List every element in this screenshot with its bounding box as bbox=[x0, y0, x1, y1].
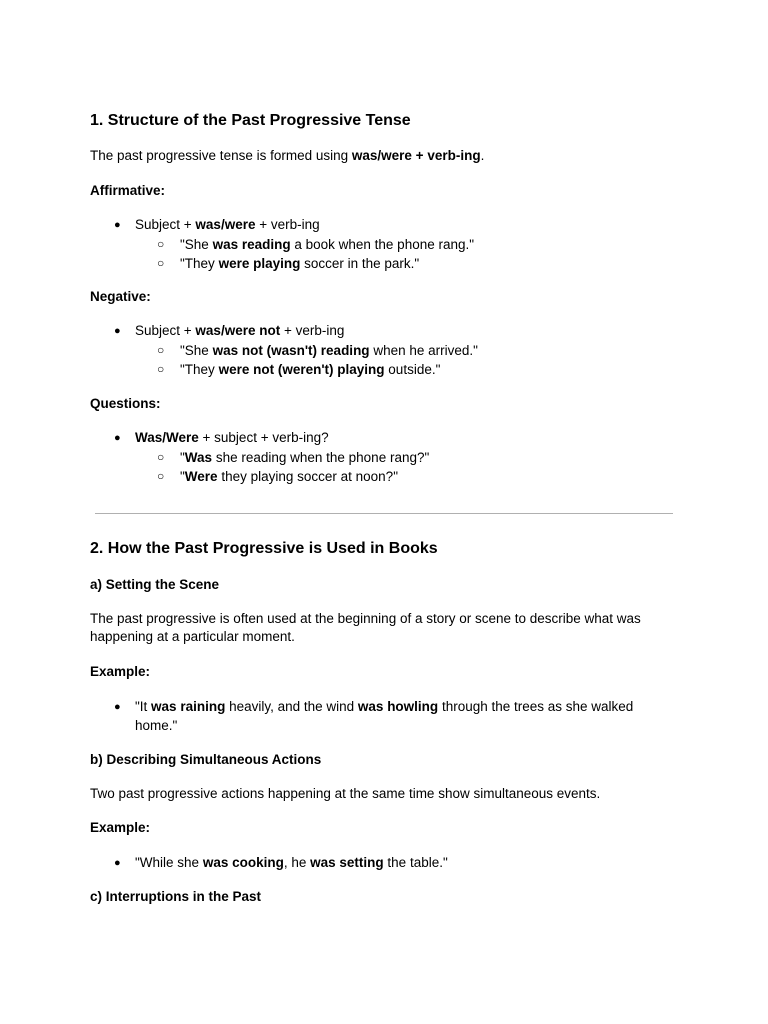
affirmative-heading: Affirmative: bbox=[90, 183, 166, 198]
bullet-icon: ● bbox=[114, 857, 121, 869]
questions-heading: Questions: bbox=[90, 396, 161, 411]
list-item: ○ "Were they playing soccer at noon?" bbox=[135, 467, 678, 487]
subsection-c-heading: c) Interruptions in the Past bbox=[90, 889, 262, 904]
questions-list bbox=[90, 429, 678, 487]
subsection-b-body: Two past progressive actions happening at the same time show simultaneous events. bbox=[90, 786, 601, 801]
subsection-a-example-label: Example: bbox=[90, 664, 151, 679]
hollow-bullet-icon: ○ bbox=[157, 362, 165, 376]
negative-heading: Negative: bbox=[90, 289, 151, 304]
hollow-bullet-icon: ○ bbox=[157, 256, 165, 270]
horizontal-rule bbox=[95, 513, 673, 514]
section-1-title: 1. Structure of the Past Progressive Tense bbox=[90, 112, 411, 129]
section-1-intro: The past progressive tense is formed using was/were + verb-ing. bbox=[90, 148, 485, 163]
bullet-icon: ● bbox=[114, 325, 121, 337]
subsection-a-example-list bbox=[90, 698, 678, 735]
bullet-icon: ● bbox=[114, 701, 121, 713]
list-item: ○ "Was she reading when the phone rang?" bbox=[135, 448, 678, 468]
bullet-icon: ● bbox=[114, 219, 121, 231]
hollow-bullet-icon: ○ bbox=[157, 469, 165, 483]
list-item: ● "It was raining heavily, and the wind was howling through the trees as she walked home." bbox=[114, 699, 634, 733]
list-item: ● "While she was cooking, he was setting the table." bbox=[90, 854, 678, 873]
subsection-a-heading: a) Setting the Scene bbox=[90, 577, 220, 592]
list-item: ● Was/Were + subject + verb-ing? ○ "Was she reading when the phone rang?" ○ "Were they playing soccer at noon?" bbox=[90, 429, 678, 487]
list-item: ● Subject + was/were + verb-ing ○ "She was reading a book when the phone rang." ○ "They were playing soccer in the park." bbox=[90, 216, 678, 274]
subsection-a-body: The past progressive is often used at the beginning of a story or scene to describe what was happening at a particular moment. bbox=[90, 611, 641, 644]
subsection-b-example-label: Example: bbox=[90, 820, 151, 835]
list-item: ○ "They were playing soccer in the park." bbox=[135, 254, 678, 274]
hollow-bullet-icon: ○ bbox=[157, 236, 165, 251]
list-item: ○ "They were not (weren't) playing outside." bbox=[135, 360, 678, 380]
affirmative-list bbox=[90, 216, 678, 274]
list-item: ● Subject + was/were not + verb-ing ○ "She was not (wasn't) reading when he arrived." ○ "They were not (weren't) playing outside." bbox=[90, 322, 678, 380]
hollow-bullet-icon: ○ bbox=[157, 449, 165, 464]
list-item: ○ "She was reading a book when the phone rang." bbox=[135, 235, 678, 255]
hollow-bullet-icon: ○ bbox=[157, 342, 165, 357]
subsection-b-heading: b) Describing Simultaneous Actions bbox=[90, 752, 322, 767]
negative-list bbox=[90, 322, 678, 380]
subsection-b-example-list bbox=[90, 854, 678, 873]
section-2-title: 2. How the Past Progressive is Used in Books bbox=[90, 540, 438, 557]
bullet-icon: ● bbox=[114, 432, 121, 444]
list-item: ○ "She was not (wasn't) reading when he arrived." bbox=[135, 341, 678, 361]
